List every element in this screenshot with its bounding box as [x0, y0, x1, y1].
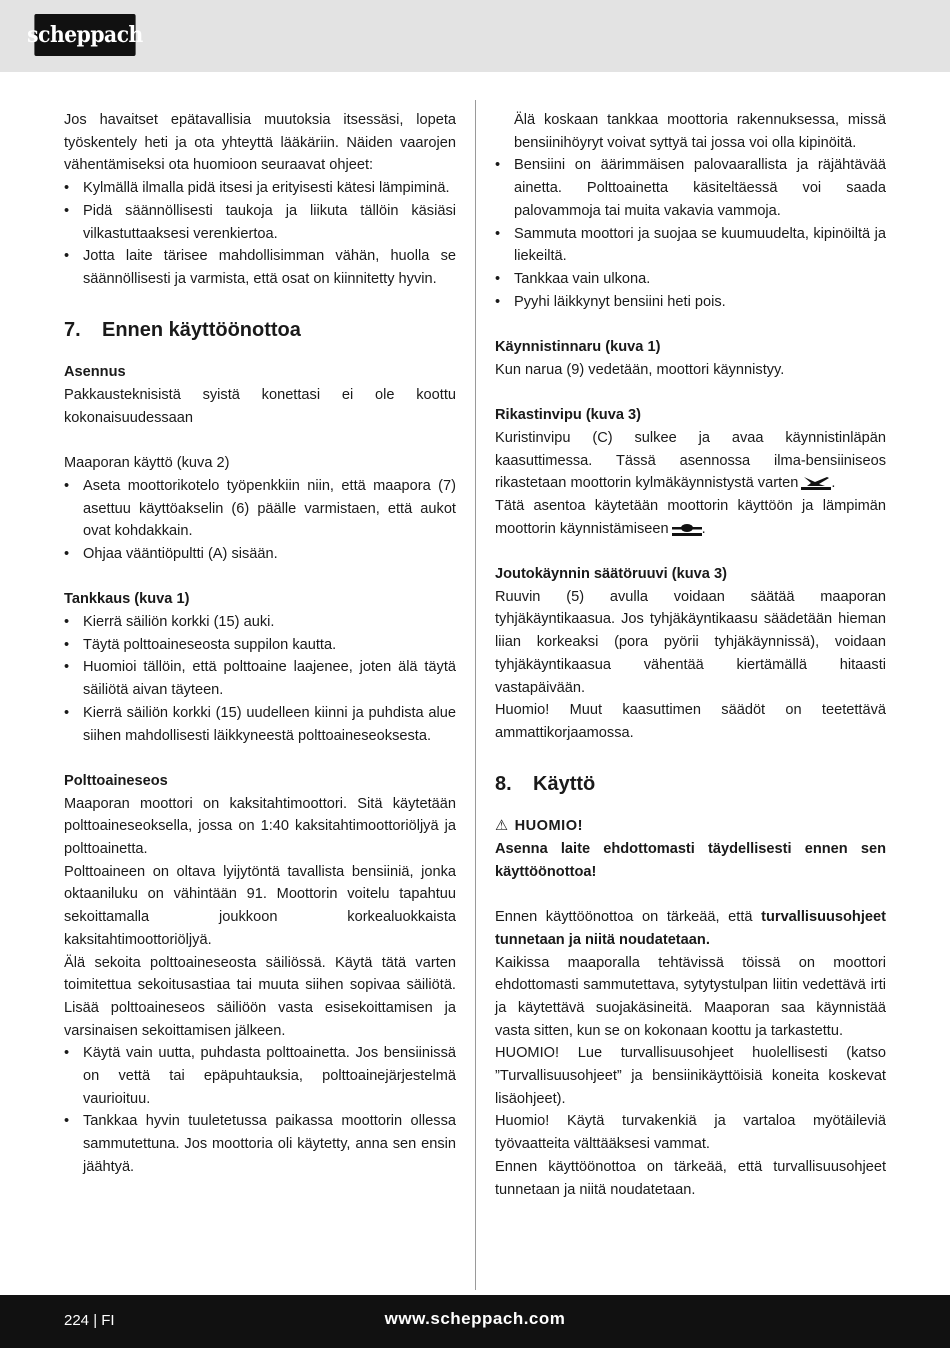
section-8-heading: [495, 767, 886, 801]
asennus-heading: Asennus: [64, 364, 126, 381]
polttoaine-heading: Polttoaineseos: [64, 772, 168, 789]
rikastin-text-1: Kuristinvipu (C) sulkee ja avaa käynnistinläpän kaasuttimessa. Tässä asennossa ilma-bensiiniseos rikastetaan moottorin kylmäkäynnistystä varten .: [495, 429, 886, 492]
operation-paragraph: Ennen käyttöönottoa on tärkeää, että turvallisuusohjeet tunnetaan ja niitä noudatetaan.: [495, 1158, 886, 1198]
maapora-bullets: [64, 475, 456, 566]
list-item: • Pyyhi läikkynyt bensiini heti pois.: [495, 291, 886, 314]
maapora-heading: Maaporan käyttö (kuva 2): [64, 455, 230, 472]
list-item: • Tankkaa hyvin tuuletetussa paikassa moottorin ollessa sammutettuna. Jos moottoria oli käytetty, anna sen ensin jäähtyä.: [64, 1110, 456, 1178]
list-item: • Sammuta moottori ja suojaa se kuumuudelta, kipinöiltä ja liekeiltä.: [495, 223, 886, 268]
continued-text: Älä koskaan tankkaa moottoria rakennuksessa, missä bensiinihöyryt voivat syttyä tai jossa voi olla kipinöitä.: [514, 112, 886, 151]
polttoaine-paragraph: Maaporan moottori on kaksitahtimoottori. Sitä käytetään polttoaineseoksella, jossa on 1:40 kaksitahtimoottoriöljyä ja polttoainetta.: [64, 795, 456, 858]
column-divider: [475, 100, 476, 1290]
rikastin-heading: Rikastinvipu (kuva 3): [495, 407, 641, 424]
warning-icon: ⚠: [495, 818, 509, 835]
list-item: • Aseta moottorikotelo työpenkkiin niin, että maapora (7) asettuu käyttöakselin (6) päälle varmistaen, että aukot ovat kohdakkain.: [64, 475, 456, 543]
paragraph-start: Ennen käyttöönottoa on tärkeää, että: [495, 909, 762, 926]
footer-bar: [0, 1295, 950, 1348]
operation-paragraph: HUOMIO! Lue turvallisuusohjeet huolellisesti (katso ”Turvallisuusohjeet” ja bensiinikäyttöisiä koneita koskevat lisäohjeet).: [495, 1045, 886, 1107]
intro-bullets: [64, 177, 456, 291]
website-url: www.scheppach.com: [384, 1309, 566, 1328]
left-column: [64, 109, 456, 1179]
warning-label-text: HUOMIO!: [514, 818, 583, 835]
asennus-text: Pakkausteknisistä syistä konettasi ei ole koottu kokonaisuudessaan: [64, 387, 456, 426]
operation-paragraph: Huomio! Käytä turvakenkiä ja vartaloa myötäileviä työvaatteita välttääksesi vammat.: [495, 1113, 886, 1153]
rikastin-text-1-content: Kuristinvipu (C) sulkee ja avaa käynnistinläpän kaasuttimessa. Tässä asennossa ilma-bensiiniseos rikastetaan moottorin kylmäkäynnistystä varten: [495, 429, 886, 492]
section-number: 8.: [495, 773, 512, 796]
operation-paragraph: Kaikissa maaporalla tehtävissä töissä on moottori ehdottomasti sammutettava, sytytystulpan liitin vedettävä irti ja käytettävä suojakäsineitä. Maaporan saa käynnistää vasta sitten, kun se on kokonaan koottu ja tarkastettu.: [495, 954, 886, 1039]
section-title: Käyttö: [533, 773, 596, 796]
list-item: • Täytä polttoaineseosta suppilon kautta.: [64, 634, 456, 657]
choke-open-icon: [672, 520, 702, 536]
right-column: [495, 109, 886, 1201]
tankkaus-heading: Tankkaus (kuva 1): [64, 591, 190, 608]
list-item: • Kierrä säiliön korkki (15) auki.: [64, 611, 456, 634]
polttoaine-bullets: [64, 1042, 456, 1178]
list-item: • Huomioi tällöin, että polttoaine laajenee, joten älä täytä säiliötä aivan täyteen.: [64, 656, 456, 701]
list-item: • Bensiini on äärimmäisen palovaarallista ja räjähtävää ainetta. Polttoainetta käsiteltäessä voi saada palovammoja tai muita vakavia vammoja.: [495, 154, 886, 222]
section-number: 7.: [64, 319, 81, 342]
jouto-text-2: Huomio! Muut kaasuttimen säädöt on teetettävä ammattikorjaamossa.: [495, 702, 886, 741]
warning-label: [495, 815, 886, 838]
kaynnistin-text: Kun narua (9) vedetään, moottori käynnistyy.: [495, 361, 785, 378]
page-number: 224 | FI: [64, 1312, 115, 1329]
rikastin-text-2: Tätä asentoa käytetään moottorin käyttöön ja lämpimän moottorin käynnistämiseen .: [495, 497, 886, 537]
brand-logo: scheppach: [34, 14, 135, 56]
polttoaine-paragraph: Älä sekoita polttoaineseosta säiliössä. Käytä tätä varten toimitettua sekoitusastiaa tai muuta siihen sopivaa säiliötä. Lisää polttoaineseos säiliöön vasta esisekoittamisen ja varsinaisen sekoittamisen jälkeen.: [64, 954, 456, 1039]
intro-text: Jos havaitset epätavallisia muutoksia itsessäsi, lopeta työskentely heti ja ota yhteyttä lääkäriin. Näiden vaarojen vähentämiseksi ota huomioon seuraavat ohjeet:: [64, 112, 456, 174]
operation-paragraph: [495, 906, 886, 951]
tankkaus-bullets: [64, 611, 456, 747]
jouto-text: Ruuvin (5) avulla voidaan säätää maaporan tyhjäkäyntikaasua. Jos tyhjäkäyntikaasu säädetään hieman liian korkeaksi (pora pyörii tyhjäkäynnissä), voidaan tyhjäkäyntikaasua vähentää kiertämällä hitaasti vastapäivään.: [495, 588, 886, 696]
list-item: • Käytä vain uutta, puhdasta polttoainetta. Jos bensiinissä on vettä tai epäpuhtauksia, polttoainejärjestelmä vaurioituu.: [64, 1042, 456, 1110]
list-item: • Kylmällä ilmalla pidä itsesi ja erityisesti kätesi lämpiminä.: [64, 177, 456, 200]
list-item: • Kierrä säiliön korkki (15) uudelleen kiinni ja puhdista alue siihen mahdollisesti läikkyneestä polttoaineseoksesta.: [64, 702, 456, 747]
section-title: Ennen käyttöönottoa: [102, 319, 301, 342]
jouto-heading: Joutokäynnin säätöruuvi (kuva 3): [495, 566, 727, 583]
fuel-safety-bullets: [495, 154, 886, 313]
kaynnistin-heading: Käynnistinnaru (kuva 1): [495, 339, 661, 356]
section-7-heading: [64, 313, 456, 347]
paragraph-emphasis: turvallisuusohjeet tunnetaan ja niitä noudatetaan.: [495, 909, 886, 948]
list-item: • Pidä säännöllisesti taukoja ja liikuta tällöin käsiäsi vilkastuttaaksesi verenkiertoa.: [64, 200, 456, 245]
header-bar: [0, 0, 950, 72]
choke-closed-icon: [801, 474, 831, 490]
list-item: • Tankkaa vain ulkona.: [495, 268, 886, 291]
warning-text: Asenna laite ehdottomasti täydellisesti ennen sen käyttöönottoa!: [495, 841, 886, 880]
list-item: • Ohjaa vääntiöpultti (A) sisään.: [64, 543, 456, 566]
list-item: • Jotta laite tärisee mahdollisimman vähän, huolla se säännöllisesti ja varmista, että osat on kiinnitetty hyvin.: [64, 245, 456, 290]
polttoaine-paragraph: Polttoaineen on oltava lyijytöntä tavallista bensiiniä, jonka oktaaniluku on vähintään 91. Moottorin voitelu tapahtuu sekoittamalla joukkoon korkealuokkaista kaksitahtimoottoriöljyä.: [64, 863, 456, 948]
rikastin-text-2-content: Tätä asentoa käytetään moottorin käyttöön ja lämpimän moottorin käynnistämiseen: [495, 497, 886, 537]
